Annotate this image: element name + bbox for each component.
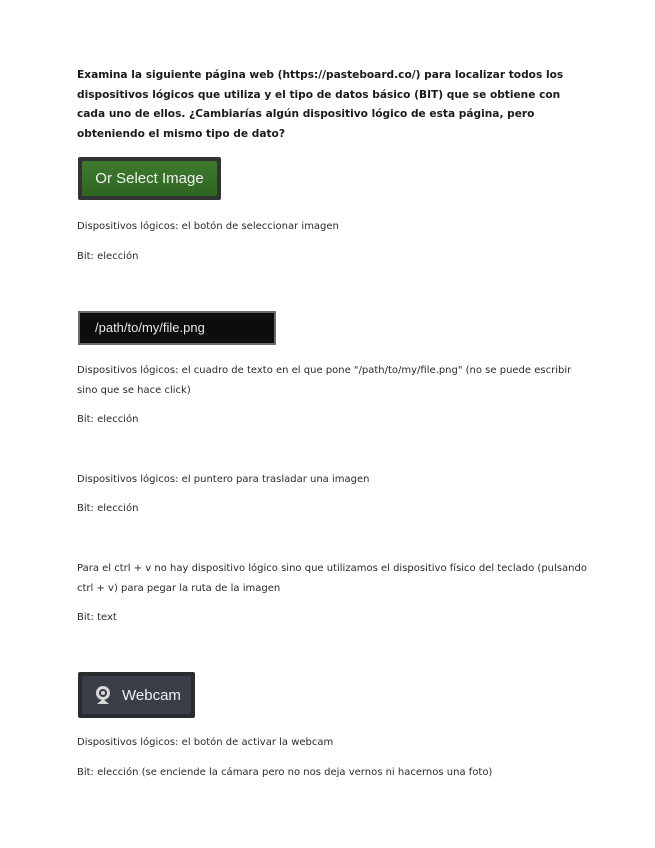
select-image-screenshot — [78, 157, 221, 200]
section-4-bit: Bit: text — [77, 612, 117, 623]
webcam-label: Webcam — [122, 686, 181, 704]
section-3-device: Dispositivos lógicos: el puntero para trasladar una imagen — [77, 474, 370, 485]
webcam-screenshot — [78, 672, 195, 718]
section-1-bit: Bit: elección — [77, 251, 139, 262]
section-3-bit: Bit: elección — [77, 503, 139, 514]
file-path-label: /path/to/my/file.png — [95, 320, 205, 335]
section-1-device: Dispositivos lógicos: el botón de seleccionar imagen — [77, 221, 339, 232]
webcam-button-image — [82, 676, 191, 714]
section-5-bit: Bit: elección (se enciende la cámara pero no nos deja vernos ni hacernos una foto) — [77, 767, 493, 778]
section-2-bit: Bit: elección — [77, 414, 139, 425]
section-5-device: Dispositivos lógicos: el botón de activar la webcam — [77, 737, 334, 748]
webcam-icon — [93, 685, 113, 705]
file-path-screenshot — [78, 311, 276, 345]
section-4-device: Para el ctrl + v no hay dispositivo lógico sino que utilizamos el dispositivo físico del teclado (pulsando ctrl + v) para pegar la ruta de la imagen — [77, 563, 587, 594]
question-block — [77, 66, 587, 144]
question-text: Examina la siguiente página web (https://pasteboard.co/) para localizar todos los dispositivos lógicos que utiliza y el tipo de datos básico (BIT) que se obtiene con cada uno de ellos. ¿Cambiarías algún dispositivo lógico de esta página, pero obteniendo el mismo tipo de dato? — [77, 69, 564, 140]
section-2-device: Dispositivos lógicos: el cuadro de texto en el que pone "/path/to/my/file.png" (no se puede escribir sino que se hace click) — [77, 365, 572, 396]
select-image-label: Or Select Image — [82, 161, 217, 196]
